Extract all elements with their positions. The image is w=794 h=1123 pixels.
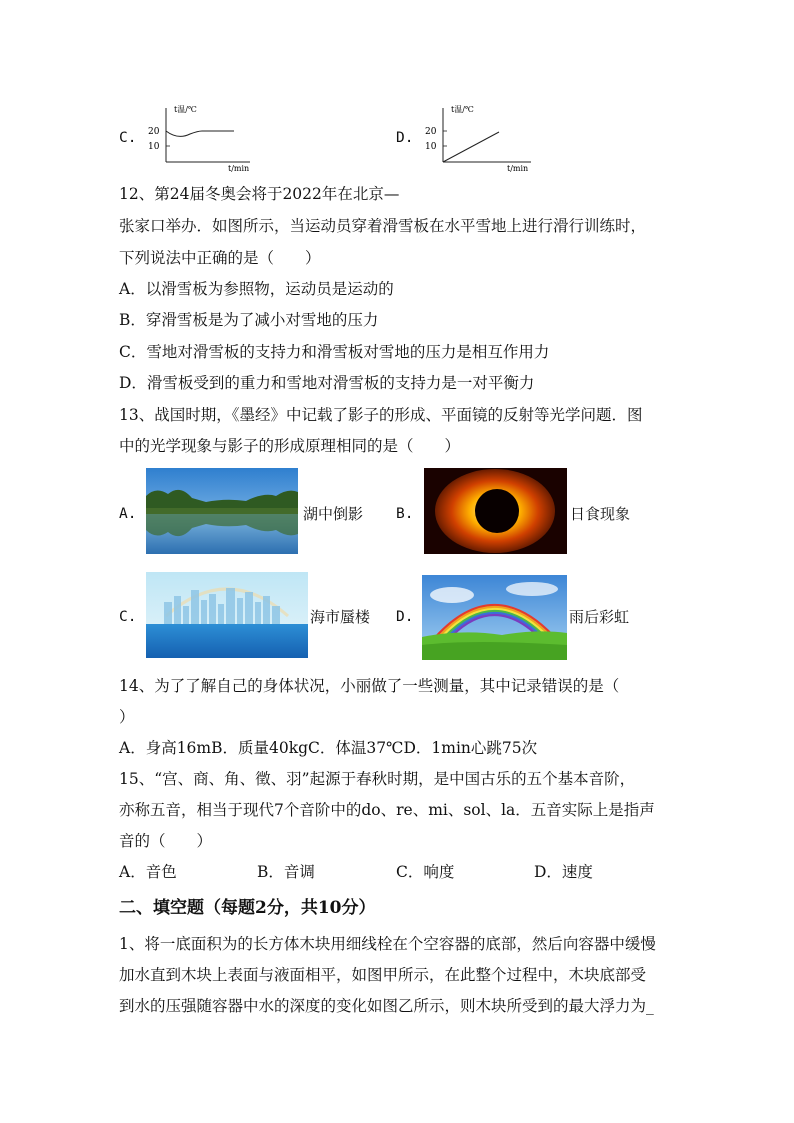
graph-c-tick-hi: 20 xyxy=(148,127,160,137)
q15-line2: 亦称五音，相当于现代7个音阶中的do、re、mi、sol、la．五音实际上是指声 xyxy=(119,801,655,819)
graph-d-tick-lo: 10 xyxy=(425,142,437,152)
q12-option-d: D．滑雪板受到的重力和雪地对滑雪板的支持力是一对平衡力 xyxy=(119,374,535,392)
solar-eclipse-image xyxy=(424,468,567,554)
q15-option-c: C．响度 xyxy=(396,863,455,881)
graph-d-tick-hi: 20 xyxy=(425,127,437,137)
q15-option-d: D．速度 xyxy=(534,863,593,881)
option-c-letter: C. xyxy=(119,130,137,146)
fill1-line2: 加水直到木块上表面与液面相平，如图甲所示，在此整个过程中，木块底部受 xyxy=(119,966,647,984)
q12-option-a: A．以滑雪板为参照物，运动员是运动的 xyxy=(119,280,394,298)
graph-c xyxy=(138,100,258,172)
graph-c-ylabel: t温/℃ xyxy=(174,105,197,114)
q12-line2: 张家口举办．如图所示，当运动员穿着滑雪板在水平雪地上进行滑行训练时， xyxy=(119,217,647,235)
graph-d-ylabel: t温/℃ xyxy=(451,105,474,114)
q13-c-letter: C. xyxy=(119,609,137,625)
rainbow-image xyxy=(422,575,567,660)
q13-c-label: 海市蜃楼 xyxy=(310,608,371,626)
q12-option-b: B．穿滑雪板是为了减小对雪地的压力 xyxy=(119,311,379,329)
q13-d-letter: D. xyxy=(396,609,414,625)
q15-line1: 15、“宫、商、角、徵、羽”起源于春秋时期，是中国古乐的五个基本音阶， xyxy=(119,770,636,788)
q13-a-letter: A. xyxy=(119,506,137,522)
fill1-line3: 到水的压强随容器中水的深度的变化如图乙所示，则木块所受到的最大浮力为_ xyxy=(119,997,654,1015)
q15-line3: 音的（ ） xyxy=(119,832,213,850)
lake-reflection-image xyxy=(146,468,298,554)
q13-d-label: 雨后彩虹 xyxy=(569,608,630,626)
q12-line1: 12、第24届冬奥会将于2022年在北京— xyxy=(119,185,400,203)
q13-b-label: 日食现象 xyxy=(570,505,631,523)
q13-b-letter: B. xyxy=(396,506,414,522)
graph-d-xlabel: t/min xyxy=(507,164,529,172)
q14-line2: ） xyxy=(119,708,135,726)
q13-line2: 中的光学现象与影子的形成原理相同的是（ ） xyxy=(119,437,461,455)
q13-a-label: 湖中倒影 xyxy=(303,505,364,523)
section-title: 二、填空题（每题2分，共10分） xyxy=(119,898,376,918)
graph-c-xlabel: t/min xyxy=(228,164,250,172)
q15-option-b: B．音调 xyxy=(257,863,315,881)
option-d-letter: D. xyxy=(396,130,414,146)
q12-line3: 下列说法中正确的是（ ） xyxy=(119,249,321,267)
graph-c-tick-lo: 10 xyxy=(148,142,160,152)
q15-option-a: A．音色 xyxy=(119,863,177,881)
q12-option-c: C．雪地对滑雪板的支持力和滑雪板对雪地的压力是相互作用力 xyxy=(119,343,550,361)
fill1-line1: 1、将一底面积为的长方体木块用细线栓在个空容器的底部，然后向容器中缓慢 xyxy=(119,935,656,953)
mirage-image xyxy=(146,572,308,658)
q13-line1: 13、战国时期，《墨经》中记载了影子的形成、平面镜的反射等光学问题．图 xyxy=(119,406,643,424)
q14-line1: 14、为了了解自己的身体状况，小丽做了一些测量，其中记录错误的是（ xyxy=(119,677,620,695)
graph-d xyxy=(415,100,540,172)
q14-options: A．身高16mB．质量40kgC．体温37℃D．1min心跳75次 xyxy=(119,739,538,757)
